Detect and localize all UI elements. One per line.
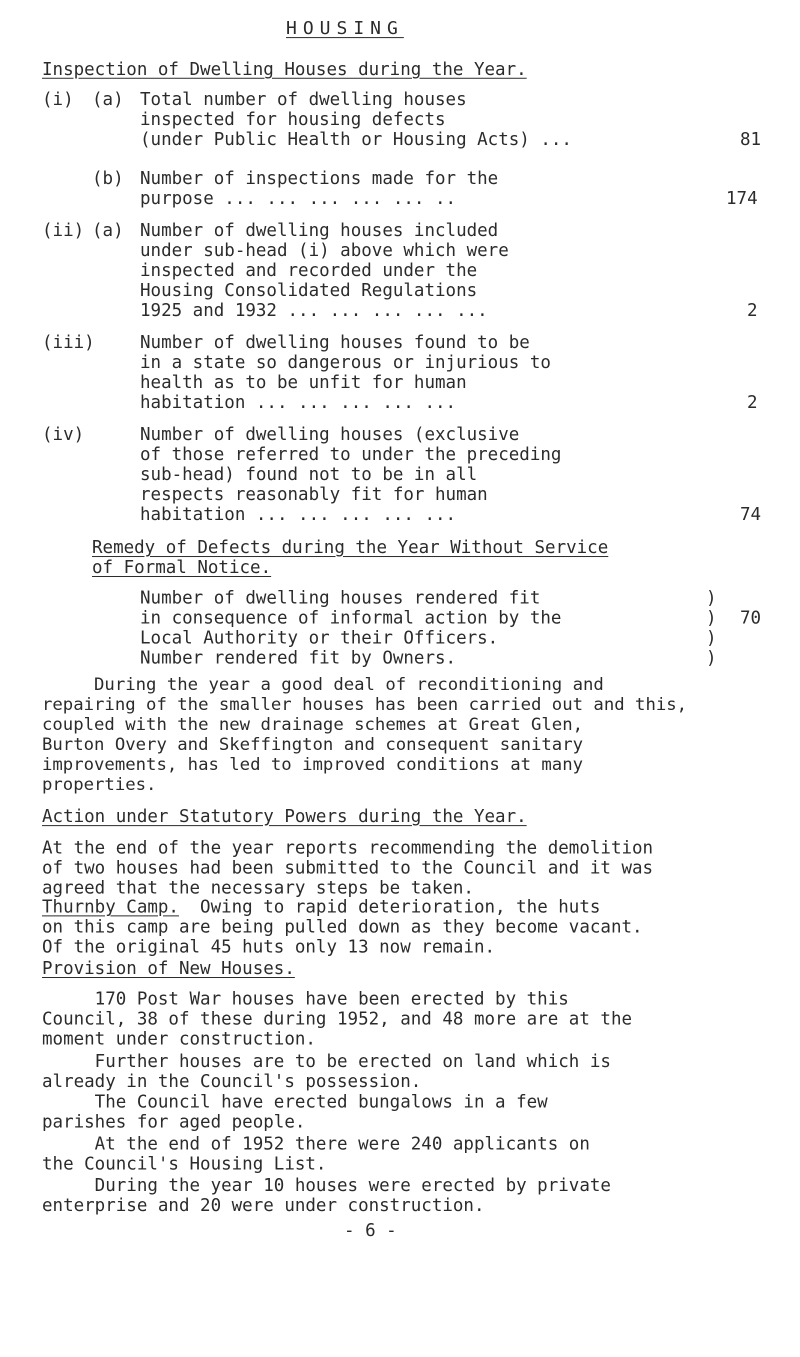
- thurnby-text: Owing to rapid deterioration, the huts on this camp are being pulled down as they become vacant. Of the original 45 huts only 13 now remain.: [42, 897, 643, 958]
- item-ia-value: 81: [740, 130, 762, 151]
- item-iv-text: Number of dwelling houses (exclusive of those referred to under the preceding sub-head) found not to be in all respects reasonably fit for human habitation ... ... ... ... ...: [140, 425, 562, 526]
- item-iv-label: (iv): [42, 425, 85, 446]
- thurnby-label: Thurnby Camp.: [42, 897, 179, 918]
- item-iia-label: (a): [92, 221, 124, 242]
- provision-p5: During the year 10 houses were erected by private enterprise and 20 were under construction.: [42, 1176, 611, 1216]
- remedy-value: 70: [740, 608, 762, 629]
- item-ia-label: (a): [92, 90, 124, 111]
- provision-p3: The Council have erected bungalows in a few parishes for aged people.: [42, 1092, 548, 1133]
- item-ib-value: 174: [726, 189, 758, 210]
- remedy-paragraph: During the year a good deal of reconditioning and repairing of the smaller houses has been carried out and this, coupled with the new drainage schemes at Great Glen, Burton Overy and Skeffington and consequent sanitary improvements, has led to improved conditions at many properties.: [42, 675, 688, 796]
- item-iii-value: 2: [747, 393, 758, 414]
- item-iv-value: 74: [740, 505, 762, 526]
- provision-p1: 170 Post War houses have been erected by this Council, 38 of these during 1952, and 48 more are at the moment under construction.: [42, 989, 633, 1050]
- item-iia-text: Number of dwelling houses included under sub-head (i) above which were inspected and recorded under the Housing Consolidated Regulations 1925 and 1932 ... ... ... ... ...: [140, 221, 509, 322]
- action-heading: Action under Statutory Powers during the Year.: [42, 807, 527, 828]
- page-number: - 6 -: [344, 1221, 397, 1242]
- item-ii-label: (ii): [42, 221, 85, 242]
- page-title: HOUSING: [286, 18, 404, 40]
- provision-p4: At the end of 1952 there were 240 applicants on the Council's Housing List.: [42, 1134, 590, 1175]
- item-ib-text: Number of inspections made for the purpose ... ... ... ... ... ..: [140, 169, 499, 210]
- item-i-label: (i): [42, 90, 74, 111]
- remedy-text: Number of dwelling houses rendered fit in consequence of informal action by the Local Authority or their Officers. Number rendered fit by Owners.: [140, 588, 562, 669]
- item-ib-label: (b): [92, 169, 124, 190]
- remedy-brackets: ) ) ) ): [706, 588, 717, 669]
- item-iii-text: Number of dwelling houses found to be in a state so dangerous or injurious to health as to be unfit for human habitation ... ... ... ... ...: [140, 333, 551, 414]
- item-iia-value: 2: [747, 301, 758, 322]
- provision-heading: Provision of New Houses.: [42, 959, 295, 980]
- remedy-heading-line1: Remedy of Defects during the Year Without Service: [92, 538, 609, 559]
- item-ia-text: Total number of dwelling houses inspected for housing defects (under Public Health or Housing Acts) ...: [140, 90, 572, 151]
- action-paragraph: At the end of the year reports recommending the demolition of two houses had been submitted to the Council and it was agreed that the necessary steps be taken.: [42, 838, 654, 899]
- provision-p2: Further houses are to be erected on land which is already in the Council's possession.: [42, 1051, 611, 1092]
- inspection-heading: Inspection of Dwelling Houses during the Year.: [42, 59, 527, 80]
- item-iii-label: (iii): [42, 333, 95, 354]
- remedy-heading-line2: of Formal Notice.: [92, 557, 272, 578]
